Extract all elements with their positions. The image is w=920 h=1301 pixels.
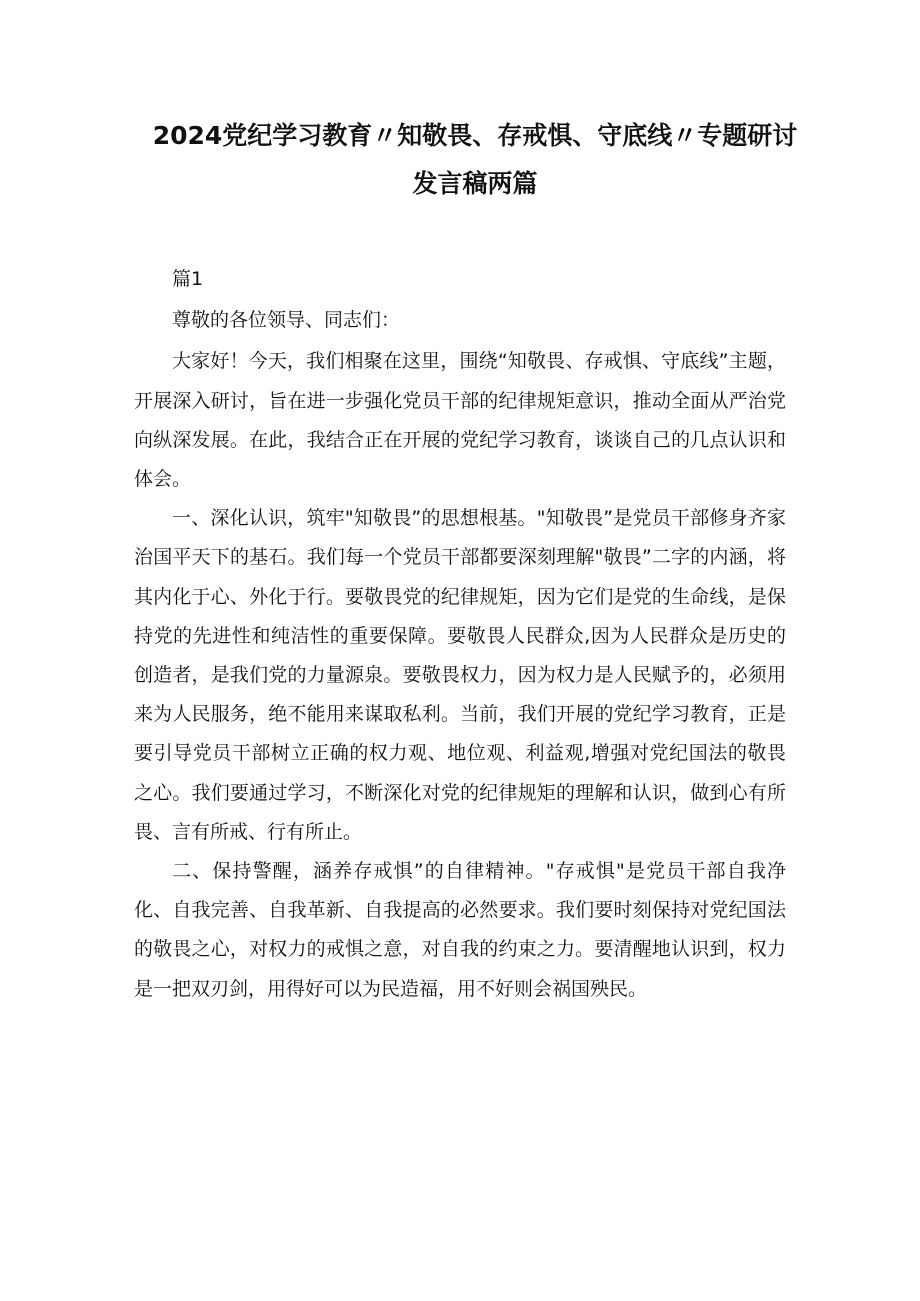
paragraph-intro: 大家好！今天，我们相聚在这里，围绕“知敬畏、存戒惧、守底线”主题，开展深入研讨，旨在进一步强化党员干部的纪律规矩意识，推动全面从严治党向纵深发展。在此，我结合正在开展的党纪学习教育，谈谈自己的几点认识和体会。 [134, 350, 786, 491]
document-body [134, 260, 786, 1009]
greeting-line: 尊敬的各位领导、同志们： [172, 309, 401, 332]
document-title: 2024党纪学习教育〃知敬畏、存戒惧、守底线〃专题研讨发言稿两篇 [152, 121, 798, 198]
section-label: 篇1 [172, 268, 204, 290]
paragraph-section-one: 一、深化认识，筑牢"知敬畏”的思想根基。"知敬畏”是党员干部修身齐家治国平天下的基石。我们每一个党员干部都要深刻理解"敬畏”二字的内涵，将其内化于心、外化于行。要敬畏党的纪律规矩，因为它们是党的生命线，是保持党的先进性和纯洁性的重要保障。要敬畏人民群众,因为人民群众是历史的创造者，是我们党的力量源泉。要敬畏权力，因为权力是人民赋予的，必须用来为人民服务，绝不能用来谋取私利。当前，我们开展的党纪学习教育，正是要引导党员干部树立正确的权力观、地位观、利益观,增强对党纪国法的敬畏之心。我们要通过学习，不断深化对党的纪律规矩的理解和认识，做到心有所畏、言有所戒、行有所止。 [134, 507, 786, 843]
paragraph-section-two: 二、保持警醒，涵养存戒惧”的自律精神。"存戒惧"是党员干部自我净化、自我完善、自我革新、自我提高的必然要求。我们要时刻保持对党纪国法的敬畏之心，对权力的戒惧之意，对自我的约束之力。要清醒地认识到，权力是一把双刃剑，用得好可以为民造福，用不好则会祸国殃民。 [134, 860, 786, 1000]
